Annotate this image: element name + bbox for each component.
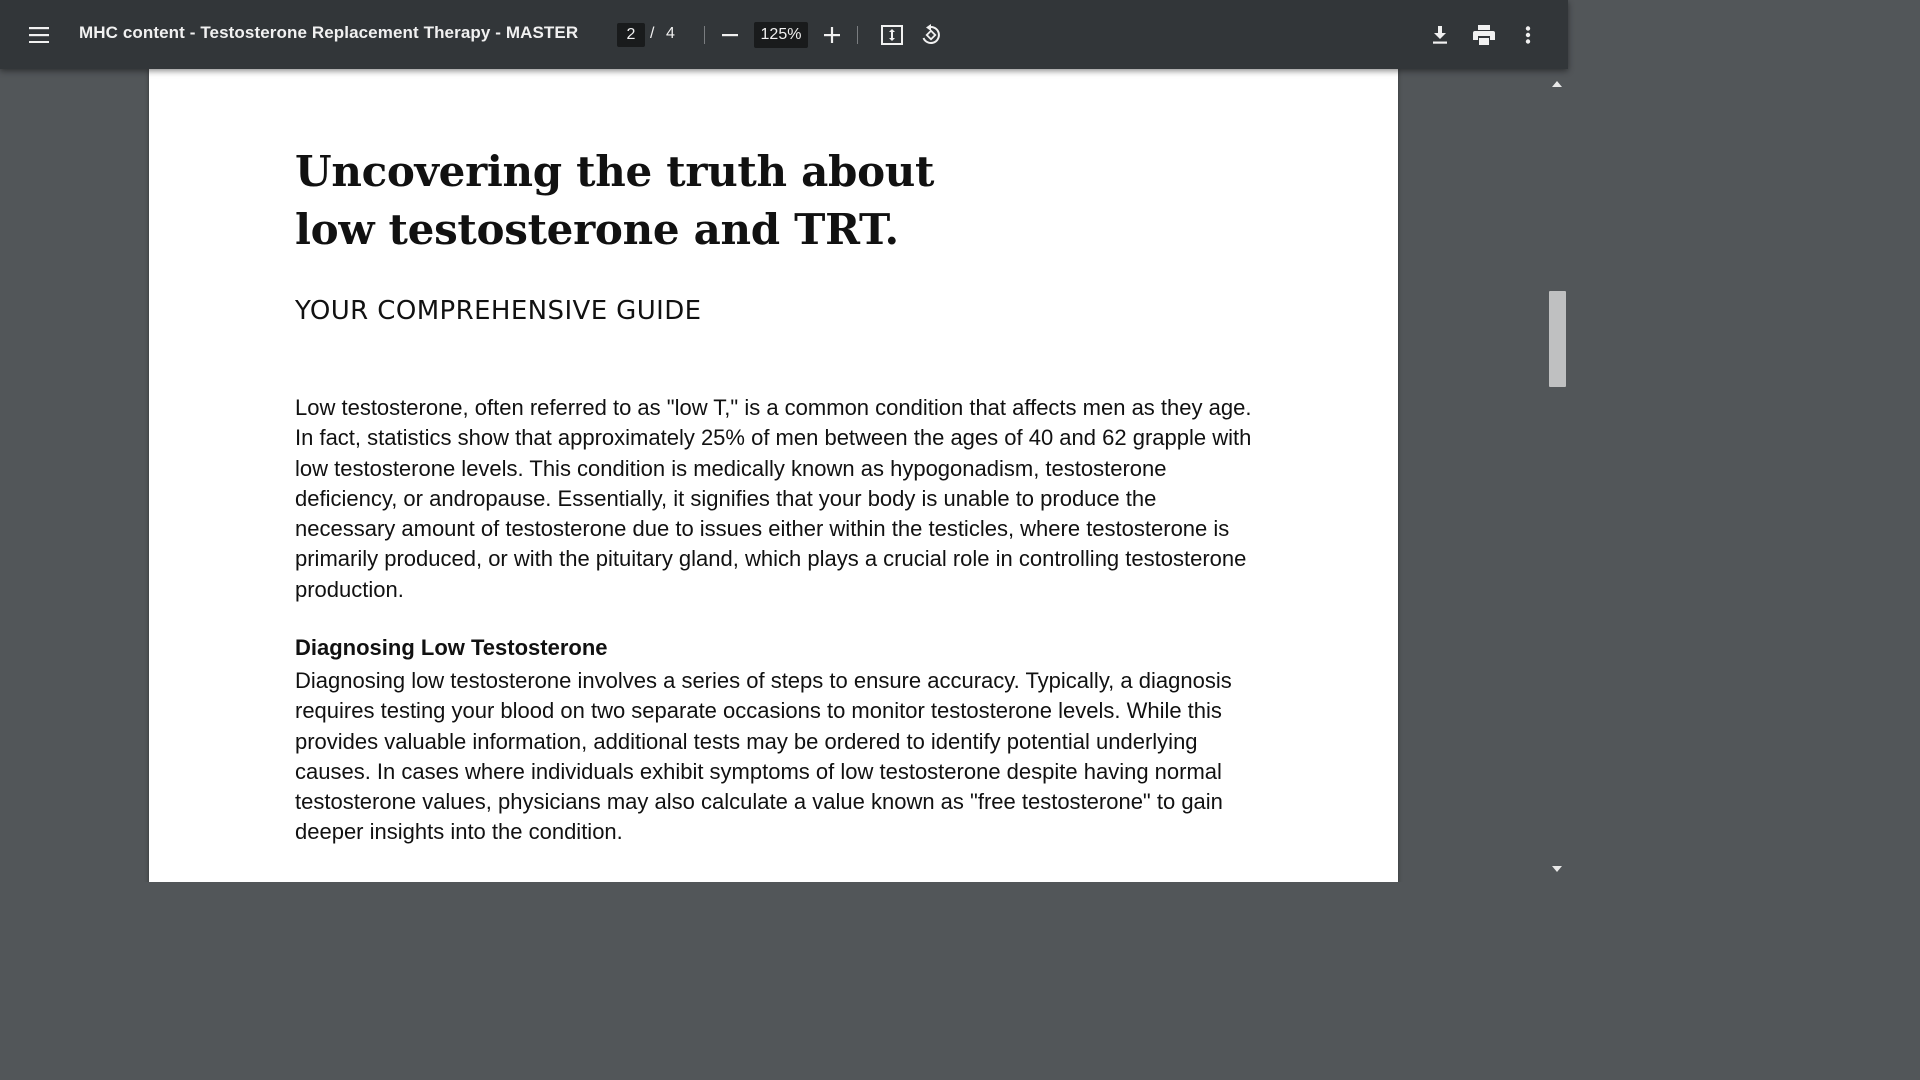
hamburger-menu-icon[interactable] (22, 18, 56, 52)
scroll-down-arrow-icon[interactable] (1551, 860, 1563, 878)
pdf-page (149, 69, 1398, 882)
rotate-counterclockwise-icon[interactable] (914, 18, 948, 52)
print-icon[interactable] (1467, 18, 1501, 52)
heading-line-1: Uncovering the truth about (295, 147, 935, 196)
document-title: MHC content - Testosterone Replacement Therapy - MASTER (79, 23, 579, 42)
page-separator: / (650, 25, 655, 42)
section-title: Diagnosing Low Testosterone (295, 635, 608, 660)
pdf-toolbar (0, 0, 1568, 69)
page-subheading: YOUR COMPREHENSIVE GUIDE (295, 296, 702, 326)
diagnosis-paragraph: Diagnosing low testosterone involves a series of steps to ensure accuracy. Typically, a diagnosis requires testing your blood on two separate occasions to monitor testosterone levels. While this provides valuable information, additional tests may be ordered to identify potential underlying causes. In cases where individuals exhibit symptoms of low testosterone despite having normal testosterone values, physicians may also calculate a value known as "free testosterone" to gain deeper insights into the condition. (295, 668, 1232, 845)
download-icon[interactable] (1423, 18, 1457, 52)
pdf-viewer[interactable] (0, 69, 1547, 882)
total-pages: 4 (666, 25, 675, 42)
vertical-scrollbar[interactable] (1547, 69, 1568, 882)
more-vertical-icon[interactable] (1511, 18, 1545, 52)
page-heading (295, 143, 995, 259)
scroll-up-arrow-icon[interactable] (1551, 75, 1563, 93)
toolbar-divider (857, 26, 858, 44)
heading-line-2: low testosterone and TRT. (295, 205, 899, 254)
toolbar-divider (704, 26, 705, 44)
zoom-level-input[interactable] (754, 22, 808, 48)
page-number-input[interactable] (617, 23, 645, 47)
scrollbar-thumb[interactable] (1549, 291, 1566, 387)
fit-to-page-icon[interactable] (875, 18, 909, 52)
minus-icon[interactable] (713, 18, 747, 52)
plus-icon[interactable] (815, 18, 849, 52)
intro-paragraph: Low testosterone, often referred to as "low T," is a common condition that affects men as they age. In fact, statistics show that approximately 25% of men between the ages of 40 and 62 grapple with low testosterone levels. This condition is medically known as hypogonadism, testosterone deficiency, or andropause. Essentially, it signifies that your body is unable to produce the necessary amount of testosterone due to issues either within the testicles, where testosterone is primarily produced, or with the pituitary gland, which plays a crucial role in controlling testosterone production. (295, 395, 1252, 602)
